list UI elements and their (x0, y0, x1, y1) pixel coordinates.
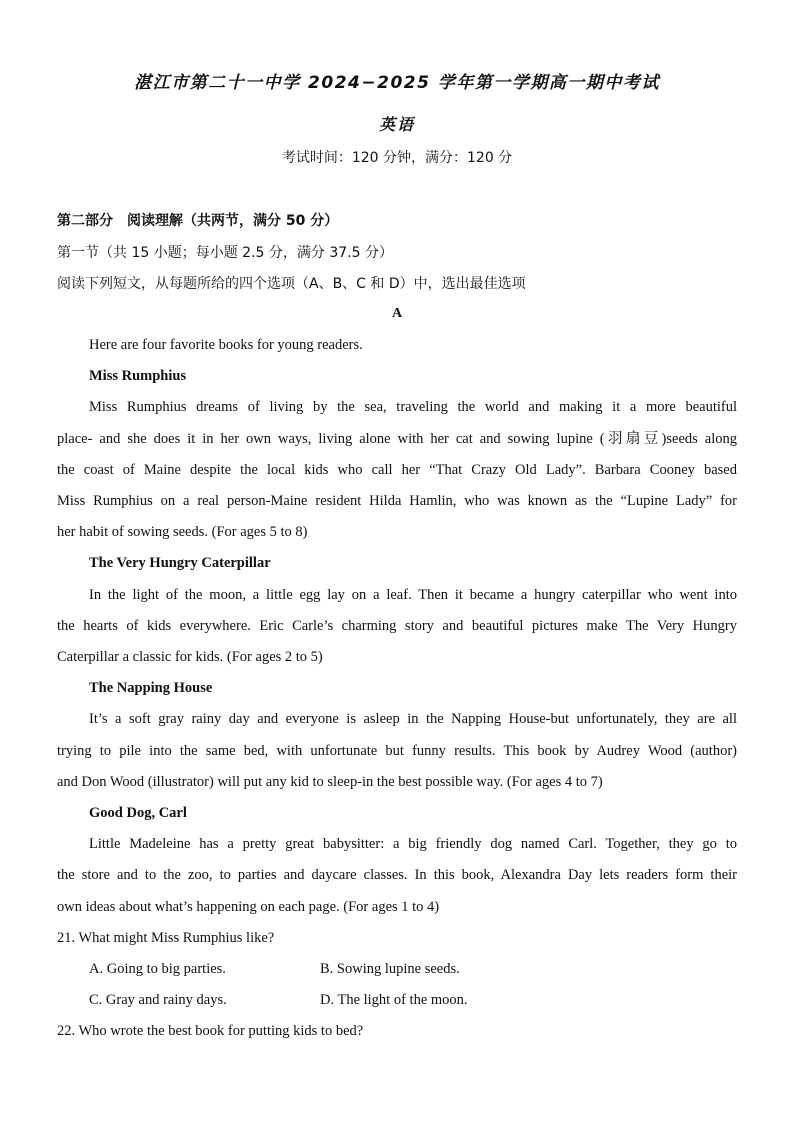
book-title-miss-rumphius: Miss Rumphius (89, 368, 187, 384)
question-21-option-b: B. Sowing lupine seeds. (320, 961, 460, 977)
paragraph-line: It’s a soft gray rainy day and everyone is asleep in the Napping House-but unfortunately, they are all (89, 711, 737, 727)
book-title-napping-house: The Napping House (89, 680, 213, 696)
paragraph-line: Miss Rumphius on a real person-Maine resident Hilda Hamlin, who was known as the “Lupine Lady” for (57, 493, 737, 509)
question-21-option-c: C. Gray and rainy days. (89, 992, 227, 1008)
paragraph-line: the hearts of kids everywhere. Eric Carle’s charming story and beautiful pictures make The Very Hungry (57, 618, 737, 634)
paragraph-line: In the light of the moon, a little egg lay on a leaf. Then it became a hungry caterpillar who went into (89, 587, 737, 603)
paragraph-line: the coast of Maine despite the local kids who call her “That Crazy Old Lady”. Barbara Cooney based (57, 462, 737, 478)
paragraph-line: Little Madeleine has a pretty great babysitter: a big friendly dog named Carl. Together, they go to (89, 836, 737, 852)
question-21-stem: 21. What might Miss Rumphius like? (57, 930, 275, 946)
question-22-stem: 22. Who wrote the best book for putting kids to bed? (57, 1023, 364, 1039)
question-21-option-d: D. The light of the moon. (320, 992, 468, 1008)
passage-letter: A (391, 306, 403, 321)
paragraph-line: Caterpillar a classic for kids. (For ages 2 to 5) (57, 649, 323, 665)
exam-time-info: 考试时间：120 分钟，满分：120 分 (281, 150, 513, 166)
paragraph-line: trying to pile into the same bed, with unfortunate but funny results. This book by Audrey Wood (author) (57, 743, 737, 759)
section-subtitle: 第一节（共 15 小题；每小题 2.5 分，满分 37.5 分） (57, 245, 393, 261)
paragraph-line: place- and she does it in her own ways, living alone with her cat and sowing lupine (羽扇豆)seeds along (57, 431, 737, 447)
passage-intro: Here are four favorite books for young readers. (89, 337, 363, 353)
book-title-hungry-caterpillar: The Very Hungry Caterpillar (89, 555, 271, 571)
book-title-good-dog-carl: Good Dog, Carl (89, 805, 187, 821)
question-21-option-a: A. Going to big parties. (89, 961, 226, 977)
section-instruction: 阅读下列短文，从每题所给的四个选项（A、B、C 和 D）中，选出最佳选项 (57, 276, 526, 292)
paragraph-line: her habit of sowing seeds. (For ages 5 to 8) (57, 524, 308, 540)
subject-title: 英语 (378, 115, 415, 134)
paragraph-line: own ideas about what’s happening on each page. (For ages 1 to 4) (57, 899, 440, 915)
paragraph-line: Miss Rumphius dreams of living by the sea, traveling the world and making it a more beautiful (89, 399, 737, 415)
exam-title: 湛江市第二十一中学 2024−2025 学年第一学期高一期中考试 (134, 73, 660, 93)
part-title: 第二部分 阅读理解（共两节，满分 50 分） (57, 213, 339, 229)
paragraph-line: and Don Wood (illustrator) will put any kid to sleep-in the best possible way. (For ages 4 to 7) (57, 774, 603, 790)
paragraph-line: the store and to the zoo, to parties and daycare classes. In this book, Alexandra Day lets readers form their (57, 867, 737, 883)
